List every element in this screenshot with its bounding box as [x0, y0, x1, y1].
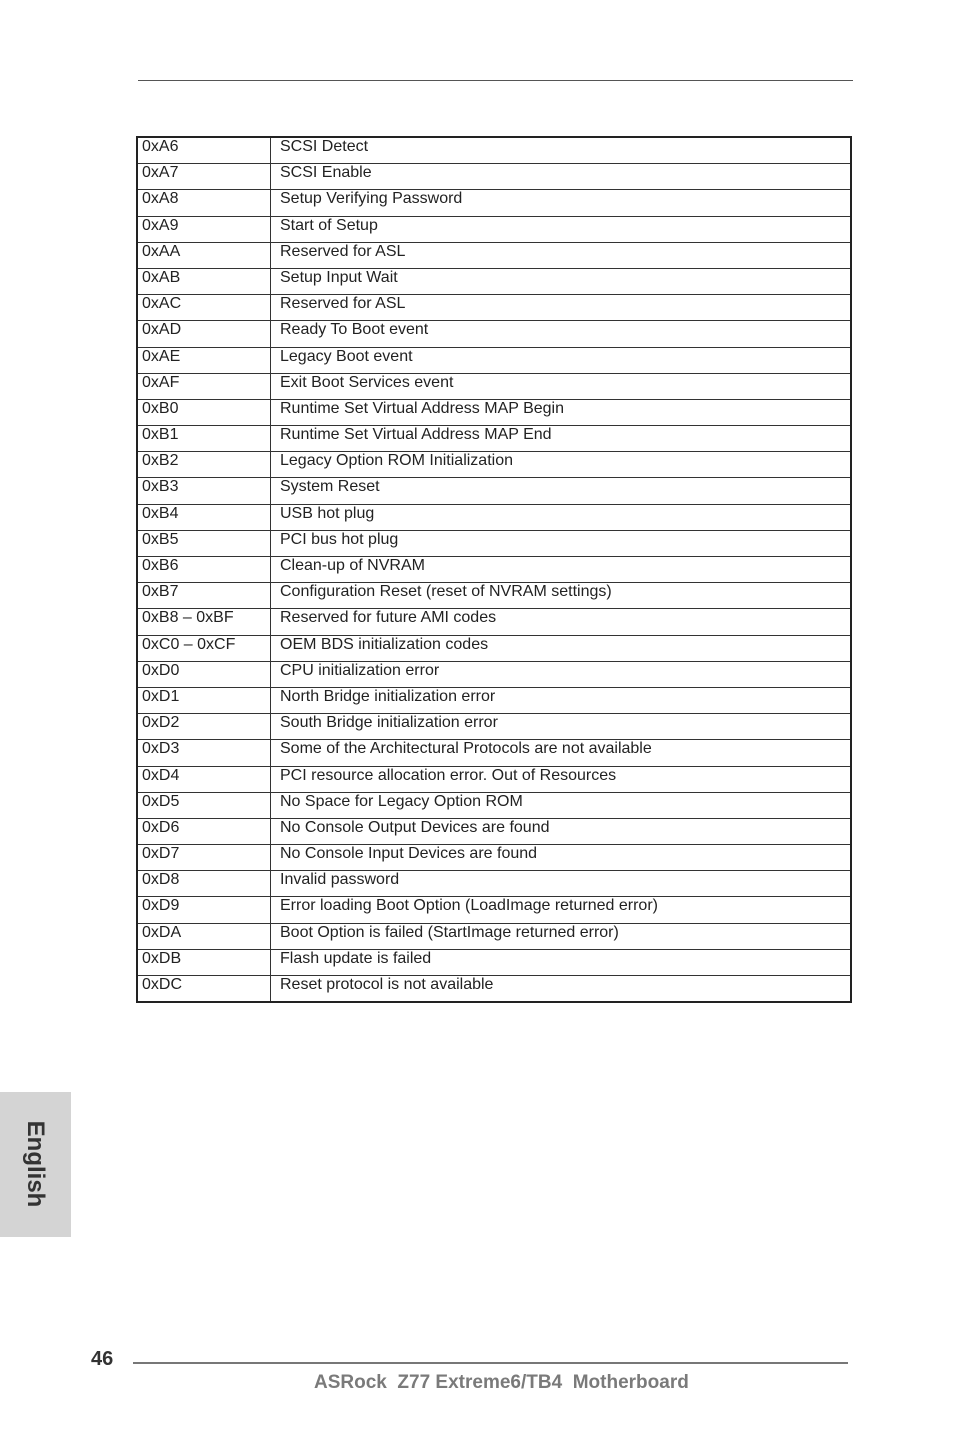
- description-cell: Legacy Boot event: [271, 347, 852, 373]
- description-cell: Flash update is failed: [271, 949, 852, 975]
- table-row: [137, 687, 851, 713]
- table-row: [137, 661, 851, 687]
- post-code-cell: 0xA9: [137, 216, 271, 242]
- description-cell: Setup Verifying Password: [271, 190, 852, 216]
- header-rule: [138, 80, 853, 81]
- post-code-cell: 0xB4: [137, 504, 271, 530]
- table-row: [137, 557, 851, 583]
- table-row: [137, 609, 851, 635]
- post-code-cell: 0xAA: [137, 242, 271, 268]
- table-row: [137, 949, 851, 975]
- table-row: [137, 897, 851, 923]
- description-cell: OEM BDS initialization codes: [271, 635, 852, 661]
- description-cell: Setup Input Wait: [271, 268, 852, 294]
- table-row: [137, 976, 851, 1003]
- description-cell: Start of Setup: [271, 216, 852, 242]
- post-code-cell: 0xB6: [137, 557, 271, 583]
- description-cell: SCSI Detect: [271, 137, 852, 164]
- table-row: [137, 190, 851, 216]
- post-code-cell: 0xAB: [137, 268, 271, 294]
- table-row: [137, 871, 851, 897]
- post-code-cell: 0xD9: [137, 897, 271, 923]
- post-code-cell: 0xB1: [137, 426, 271, 452]
- description-cell: Ready To Boot event: [271, 321, 852, 347]
- description-cell: Invalid password: [271, 871, 852, 897]
- post-code-cell: 0xD2: [137, 714, 271, 740]
- description-cell: Runtime Set Virtual Address MAP Begin: [271, 399, 852, 425]
- post-code-cell: 0xDC: [137, 976, 271, 1003]
- post-code-cell: 0xD7: [137, 845, 271, 871]
- post-code-cell: 0xB8 – 0xBF: [137, 609, 271, 635]
- description-cell: Legacy Option ROM Initialization: [271, 452, 852, 478]
- table-row: [137, 478, 851, 504]
- post-code-cell: 0xA6: [137, 137, 271, 164]
- post-code-cell: 0xB5: [137, 530, 271, 556]
- table-row: [137, 635, 851, 661]
- post-code-cell: 0xB0: [137, 399, 271, 425]
- description-cell: Reserved for future AMI codes: [271, 609, 852, 635]
- table-row: [137, 504, 851, 530]
- language-tab: [0, 1092, 71, 1237]
- description-cell: No Console Output Devices are found: [271, 818, 852, 844]
- description-cell: Runtime Set Virtual Address MAP End: [271, 426, 852, 452]
- post-code-cell: 0xD8: [137, 871, 271, 897]
- description-cell: PCI bus hot plug: [271, 530, 852, 556]
- table-row: [137, 399, 851, 425]
- post-code-cell: 0xD3: [137, 740, 271, 766]
- description-cell: Configuration Reset (reset of NVRAM settings): [271, 583, 852, 609]
- post-code-cell: 0xDB: [137, 949, 271, 975]
- post-code-cell: 0xD5: [137, 792, 271, 818]
- description-cell: Clean-up of NVRAM: [271, 557, 852, 583]
- table-row: [137, 426, 851, 452]
- footer-title: ASRock Z77 Extreme6/TB4 Motherboard: [314, 1372, 689, 1393]
- description-cell: Reserved for ASL: [271, 295, 852, 321]
- post-code-cell: 0xA8: [137, 190, 271, 216]
- description-cell: No Console Input Devices are found: [271, 845, 852, 871]
- description-cell: Error loading Boot Option (LoadImage returned error): [271, 897, 852, 923]
- table-row: [137, 740, 851, 766]
- description-cell: Some of the Architectural Protocols are not available: [271, 740, 852, 766]
- table-row: [137, 583, 851, 609]
- table-row: [137, 137, 851, 164]
- footer-rule: [133, 1362, 848, 1364]
- table-row: [137, 530, 851, 556]
- table-row: [137, 845, 851, 871]
- table-row: [137, 347, 851, 373]
- table-row: [137, 766, 851, 792]
- description-cell: North Bridge initialization error: [271, 687, 852, 713]
- description-cell: USB hot plug: [271, 504, 852, 530]
- description-cell: PCI resource allocation error. Out of Resources: [271, 766, 852, 792]
- post-code-cell: 0xA7: [137, 164, 271, 190]
- post-code-cell: 0xD6: [137, 818, 271, 844]
- description-cell: SCSI Enable: [271, 164, 852, 190]
- post-code-cell: 0xB3: [137, 478, 271, 504]
- table-row: [137, 452, 851, 478]
- description-cell: Boot Option is failed (StartImage returned error): [271, 923, 852, 949]
- table-row: [137, 923, 851, 949]
- post-code-table-body: [137, 137, 851, 1002]
- post-code-cell: 0xC0 – 0xCF: [137, 635, 271, 661]
- table-row: [137, 714, 851, 740]
- description-cell: No Space for Legacy Option ROM: [271, 792, 852, 818]
- table-row: [137, 164, 851, 190]
- description-cell: South Bridge initialization error: [271, 714, 852, 740]
- post-code-cell: 0xAF: [137, 373, 271, 399]
- post-code-cell: 0xB2: [137, 452, 271, 478]
- description-cell: Reserved for ASL: [271, 242, 852, 268]
- language-tab-label: English: [22, 1120, 49, 1208]
- post-code-cell: 0xAE: [137, 347, 271, 373]
- table-row: [137, 321, 851, 347]
- post-code-cell: 0xDA: [137, 923, 271, 949]
- table-row: [137, 295, 851, 321]
- post-code-table: [136, 136, 852, 1003]
- table-row: [137, 242, 851, 268]
- post-code-cell: 0xD4: [137, 766, 271, 792]
- description-cell: System Reset: [271, 478, 852, 504]
- post-code-cell: 0xAD: [137, 321, 271, 347]
- table-row: [137, 373, 851, 399]
- table-row: [137, 818, 851, 844]
- post-code-cell: 0xD1: [137, 687, 271, 713]
- description-cell: Exit Boot Services event: [271, 373, 852, 399]
- description-cell: CPU initialization error: [271, 661, 852, 687]
- table-row: [137, 216, 851, 242]
- table-row: [137, 268, 851, 294]
- post-code-cell: 0xB7: [137, 583, 271, 609]
- post-code-cell: 0xD0: [137, 661, 271, 687]
- post-code-cell: 0xAC: [137, 295, 271, 321]
- page-number: 46: [91, 1348, 114, 1370]
- table-row: [137, 792, 851, 818]
- description-cell: Reset protocol is not available: [271, 976, 852, 1003]
